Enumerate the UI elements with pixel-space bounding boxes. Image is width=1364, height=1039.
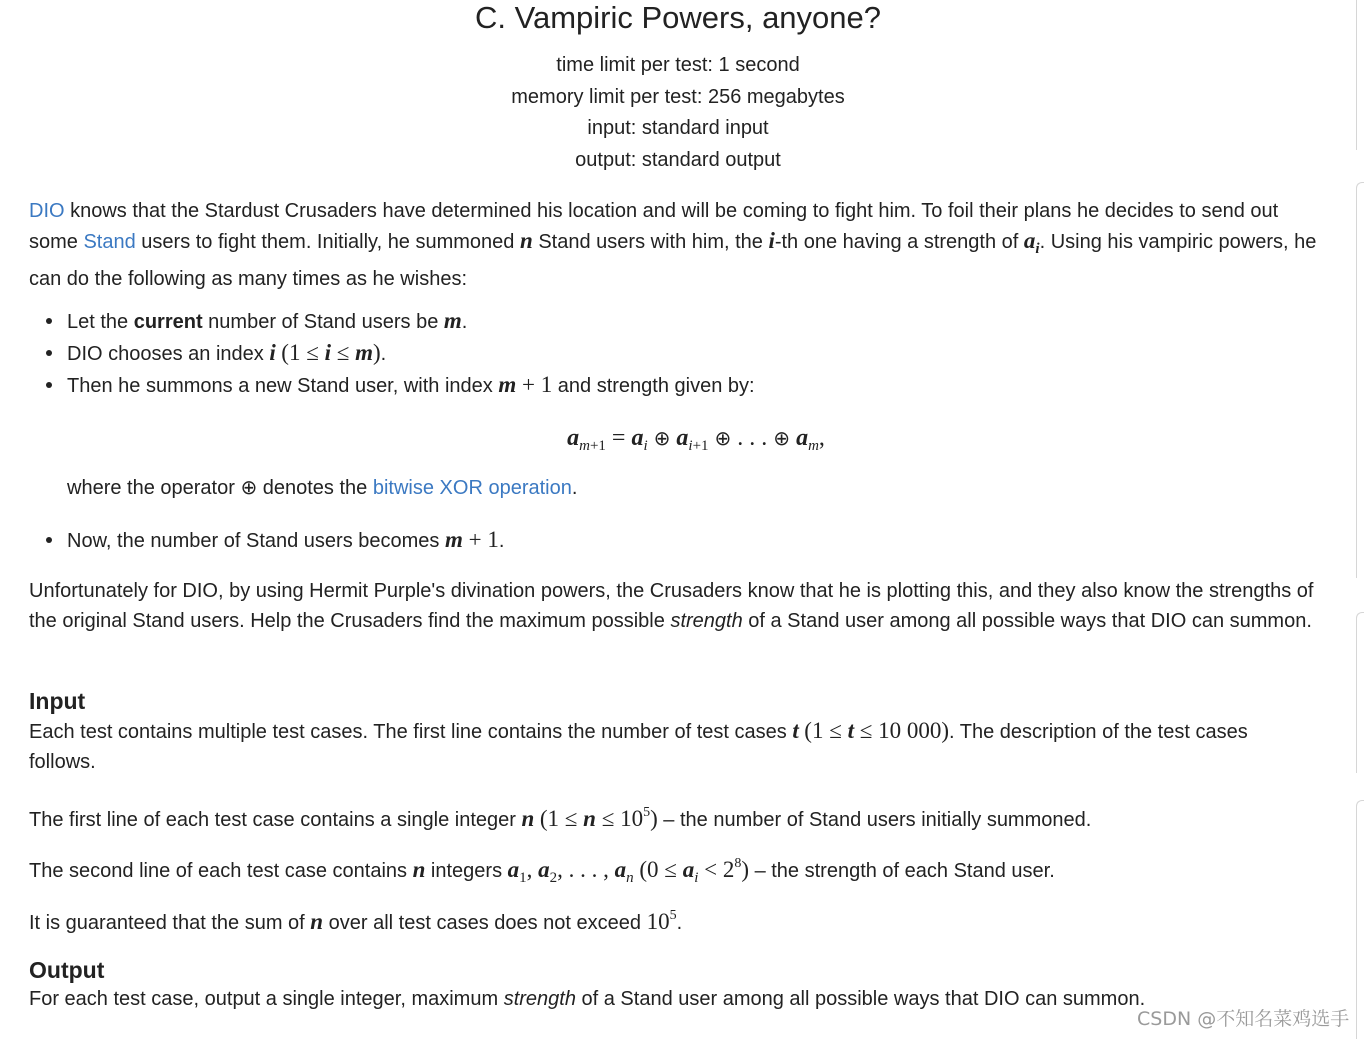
math-n: n [310,909,324,934]
output-text: For each test case, output a single integer, maximum [29,988,504,1010]
bitwise-xor-link[interactable]: bitwise XOR operation [372,477,572,499]
bullet-icon [46,350,52,356]
output-text: of a Stand user among all possible ways that DIO can summon. [575,988,1146,1010]
legend-text: -th one having a strength of [774,231,1024,253]
math-m: m [443,308,462,333]
panel-edge-segment [1356,182,1364,578]
memory-limit: memory limit per test: 256 megabytes [511,85,845,108]
list-text: number of Stand users be [202,311,444,333]
math-m-plus-1: m [498,372,517,397]
xor-symbol: ⊕ [240,475,258,499]
math-t-range: (1 ≤ t ≤ 10 000) [804,718,950,743]
math-n: n [521,806,535,831]
operation-list-2 [29,524,1329,556]
right-panel-edge [1356,0,1364,1038]
bullet-icon [46,318,52,324]
legend-text: knows that the Stardust Crusaders have determined his location and will be coming to fight him. To foil their plans he decides to send out some [29,200,1279,253]
problem-limits [0,50,1356,177]
list-text: Let the [67,311,134,333]
input-text: It is guaranteed that the sum of [29,912,311,934]
input-text: – the number of Stand users initially summoned. [657,809,1092,831]
math-n: n [519,228,533,253]
where-text: where the operator [67,477,241,499]
input-heading: Input [29,688,86,714]
input-text: . The description of the test cases follows. [29,721,1248,773]
math-t: t [792,718,799,743]
legend-text: users to fight them. Initially, he summoned [135,231,520,253]
list-item: Let the current number of Stand users be m. [29,305,1329,337]
bullet-icon [46,537,52,543]
stand-link[interactable]: Stand [83,231,136,253]
time-limit: time limit per test: 1 second [556,54,800,76]
output-paragraph [29,984,1329,1014]
input-text: The second line of each test case contains [29,860,413,882]
math-plus-one: + 1 [516,372,553,397]
legend-text: Unfortunately for DIO, by using Hermit Purple's divination powers, the Crusaders know that he is plotting this, and they also know the strengths of the original Stand users. Help the Crusaders find the maximum possible [29,580,1314,632]
legend-text: . Using his vampiric powers, he can do the following as many times as he wishes: [29,231,1317,290]
bold-current: current [133,311,203,333]
input-text: The first line of each test case contains a single integer [29,809,522,831]
math-plus-one: + 1 [462,527,499,552]
bullet-icon [46,382,52,388]
list-item: DIO chooses an index i (1 ≤ i ≤ m). [29,337,1329,369]
list-text: and strength given by: [552,375,755,397]
where-text: denotes the [257,477,373,499]
list-item: Now, the number of Stand users becomes m + 1. [29,524,1329,556]
input-paragraph-2 [29,798,1329,835]
math-array: $a_1$, $a_2$, . . . , $a_n$ $(0 \le a_i < 2^8)$ [507,856,750,886]
panel-edge-segment [1356,800,1364,1039]
where-paragraph: where the operator ⊕ denotes the bitwise XOR operation. [67,475,578,499]
input-paragraph-1 [29,716,1319,777]
list-text: DIO chooses an index [67,343,270,365]
em-strength: strength [670,610,743,632]
csdn-watermark: CSDN @不知名菜鸡选手 [1137,1008,1350,1030]
input-text: – the strength of each Stand user. [749,860,1055,882]
legend-paragraph-2 [29,576,1329,636]
list-text: Then he summons a new Stand user, with index [67,375,499,397]
output-heading: Output [29,957,105,983]
panel-edge-segment [1356,0,1364,150]
legend-text: Stand users with him, the [532,231,769,253]
math-i: i [768,228,775,253]
input-spec: input: standard input [587,117,769,140]
input-text: Each test contains multiple test cases. The first line contains the number of test cases [29,721,793,743]
panel-edge-segment [1356,612,1364,773]
math-i: i [269,340,276,365]
math-ten-pow-5: $10^5$ [646,908,677,934]
list-text: Now, the number of Stand users becomes [67,530,445,552]
output-spec: output: standard output [575,149,781,172]
math-ai: $a_i$ [1023,228,1040,257]
problem-title: C. Vampiric Powers, anyone? [474,0,882,35]
legend-paragraph-1 [29,196,1329,294]
input-paragraph-3 [29,849,1329,893]
input-text: integers [425,860,508,882]
input-paragraph-4: It is guaranteed that the sum of n over all test cases does not exceed $10^5$. [29,908,683,934]
legend-text: of a Stand user among all possible ways that DIO can summon. [742,610,1312,632]
math-m: m [444,527,463,552]
dio-link[interactable]: DIO [29,200,65,222]
math-n: n [412,857,426,882]
xor-formula: $a_{m+1} = a_i$ ⊕ $a_{i+1}$ ⊕ . . . ⊕ $a_m$, [567,425,825,454]
em-strength: strength [503,988,576,1010]
list-item [29,369,1329,401]
math-range: (1 ≤ i ≤ m) [281,340,381,365]
math-n-range: $(1 \le n \le 10^5)$ [539,805,658,831]
operation-list [29,305,1329,401]
input-text: over all test cases does not exceed [323,912,647,934]
